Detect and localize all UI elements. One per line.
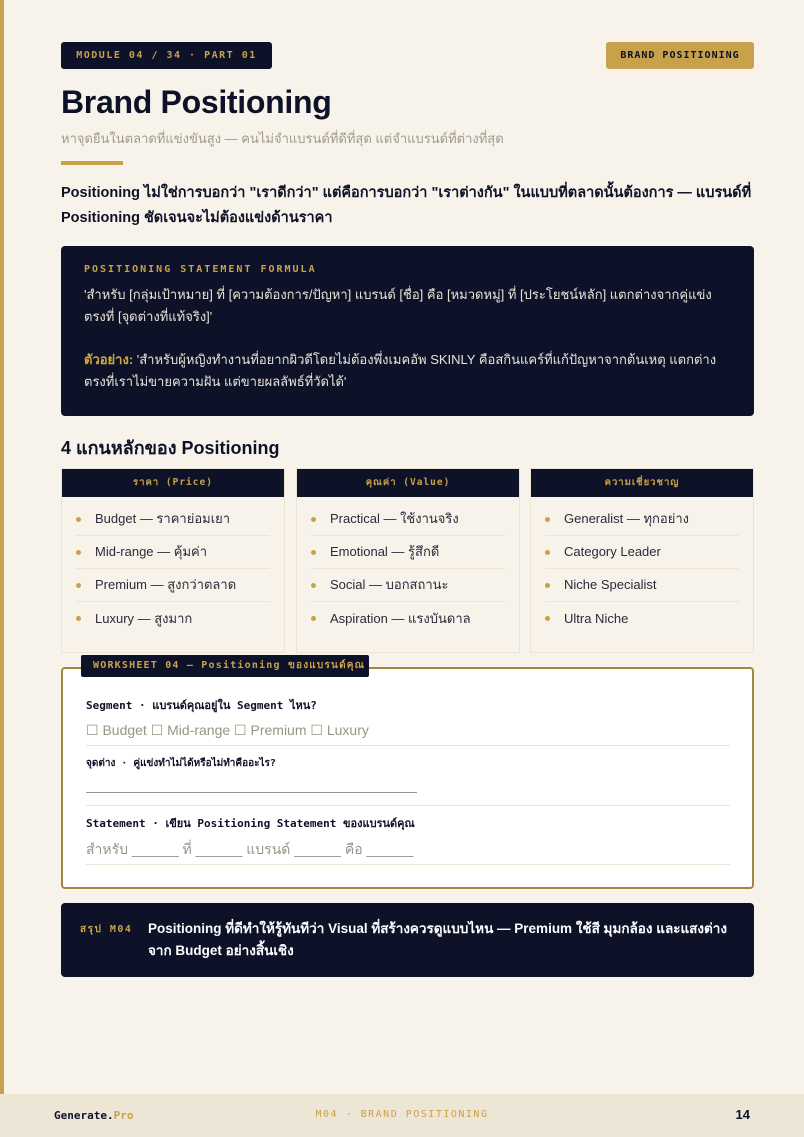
footer-brand-name: Generate. bbox=[54, 1109, 114, 1122]
summary-text: Positioning ที่ดีทำให้รู้ทันทีว่า Visual ที่สร้างควรดูแบบไหน — Premium ใช้สี มุมกล้อง และแสงต่างจาก Budget อย่างสิ้นเชิง bbox=[148, 921, 727, 958]
left-accent-bar bbox=[0, 0, 4, 1094]
list-item-text: Niche Specialist bbox=[564, 577, 657, 592]
list-item-text: Luxury — สูงมาก bbox=[95, 610, 193, 626]
bullet-icon bbox=[545, 550, 550, 555]
summary-label: สรุป M04 bbox=[80, 924, 133, 935]
intro-paragraph: Positioning ไม่ใช่การบอกว่า "เราดีกว่า" แต่คือการบอกว่า "เราต่างกัน" ในแบบที่ตลาดนั้นต้องการ — แบรนด์ที่ Positioning ชัดเจนจะไม่ต้องแข่งด้านราคา bbox=[61, 185, 752, 226]
page-subtitle: หาจุดยืนในตลาดที่แข่งขันสูง — คนไม่จำแบรนด์ที่ดีที่สุด แต่จำแบรนด์ที่ต่างที่สุด bbox=[61, 131, 504, 146]
title-underline bbox=[61, 161, 123, 165]
segment-checkboxes[interactable]: ☐ Budget ☐ Mid-range ☐ Premium ☐ Luxury bbox=[86, 722, 369, 738]
bullet-icon bbox=[545, 583, 550, 588]
bullet-icon bbox=[311, 616, 316, 621]
worksheet-row-segment bbox=[86, 696, 730, 746]
worksheet-row-statement bbox=[86, 814, 730, 865]
worksheet-question: Segment · แบรนด์คุณอยู่ใน Segment ไหน? bbox=[86, 699, 317, 712]
worksheet-row-difference bbox=[86, 756, 730, 806]
list-item-text: Premium — สูงกว่าตลาด bbox=[95, 577, 237, 592]
example-label: ตัวอย่าง: bbox=[84, 352, 134, 367]
axes-title: 4 แกนหลักของ Positioning bbox=[61, 438, 280, 458]
formula-text: 'สำหรับ [กลุ่มเป้าหมาย] ที่ [ความต้องการ/ปัญหา] แบรนด์ [ชื่อ] คือ [หมวดหมู่] ที่ [ประโยชน์หลัก] แตกต่างจากคู่แข่งตรงที่ [จุดต่างที่แท้จริง]' bbox=[84, 287, 712, 324]
page-title: Brand Positioning bbox=[61, 84, 332, 120]
list-item-text: Ultra Niche bbox=[564, 610, 629, 626]
worksheet-box bbox=[61, 667, 754, 889]
example-text: 'สำหรับผู้หญิงทำงานที่อยากผิวดีโดยไม่ต้องพึ่งเมคอัพ SKINLY คือสกินแคร์ที่แก้ปัญหาจากต้นเหตุ แตกต่างตรงที่เราไม่ขายความฝัน แต่ขายผลลัพธ์ที่วัดได้' bbox=[84, 352, 717, 389]
footer-section-label: M04 · BRAND POSITIONING bbox=[315, 1109, 489, 1120]
axis-list bbox=[297, 497, 519, 635]
list-item-text: Social — บอกสถานะ bbox=[330, 577, 449, 592]
column-heading: ราคา (Price) bbox=[62, 469, 284, 497]
worksheet-tag: WORKSHEET 04 — Positioning ของแบรนด์คุณ bbox=[81, 655, 369, 677]
list-item-text: Generalist — ทุกอย่าง bbox=[564, 511, 689, 526]
answer-line[interactable] bbox=[86, 771, 417, 793]
brand-tag: BRAND POSITIONING bbox=[606, 42, 754, 69]
footer-brand-suffix: Pro bbox=[113, 1109, 134, 1122]
bullet-icon bbox=[311, 517, 316, 522]
axis-column-expertise bbox=[530, 468, 754, 653]
bullet-icon bbox=[76, 583, 81, 588]
bullet-icon bbox=[76, 616, 81, 621]
module-tag: MODULE 04 / 34 · PART 01 bbox=[61, 42, 272, 69]
list-item bbox=[311, 602, 505, 635]
formula-label: POSITIONING STATEMENT FORMULA bbox=[84, 264, 317, 275]
list-item-text: Category Leader bbox=[564, 544, 661, 559]
list-item-text: Mid-range — คุ้มค่า bbox=[95, 544, 208, 559]
page-number: 14 bbox=[735, 1107, 750, 1122]
worksheet-question: Statement · เขียน Positioning Statement ของแบรนด์คุณ bbox=[86, 817, 415, 830]
bullet-icon bbox=[311, 583, 316, 588]
statement-blank[interactable]: สำหรับ ______ ที่ ______ แบรนด์ ______ คือ ______ bbox=[86, 841, 414, 857]
bullet-icon bbox=[311, 550, 316, 555]
column-heading: ความเชี่ยวชาญ bbox=[531, 469, 753, 497]
list-item-text: Emotional — รู้สึกดี bbox=[330, 544, 440, 559]
axis-column-value bbox=[296, 468, 520, 653]
list-item bbox=[76, 602, 270, 635]
list-item-text: Budget — ราคาย่อมเยา bbox=[95, 511, 231, 526]
axis-list bbox=[531, 497, 753, 635]
worksheet-question: จุดต่าง · คู่แข่งทำไม่ได้หรือไม่ทำคืออะไร? bbox=[86, 758, 276, 769]
list-item-text: Aspiration — แรงบันดาล bbox=[330, 610, 471, 626]
bullet-icon bbox=[76, 550, 81, 555]
bullet-icon bbox=[76, 517, 81, 522]
axis-list bbox=[62, 497, 284, 635]
page-footer bbox=[0, 1094, 804, 1137]
bullet-icon bbox=[545, 616, 550, 621]
list-item-text: Practical — ใช้งานจริง bbox=[330, 511, 459, 526]
summary-box bbox=[61, 903, 754, 977]
formula-box bbox=[61, 246, 754, 416]
bullet-icon bbox=[545, 517, 550, 522]
formula-example bbox=[84, 349, 731, 393]
axis-column-price bbox=[61, 468, 285, 653]
column-heading: คุณค่า (Value) bbox=[297, 469, 519, 497]
